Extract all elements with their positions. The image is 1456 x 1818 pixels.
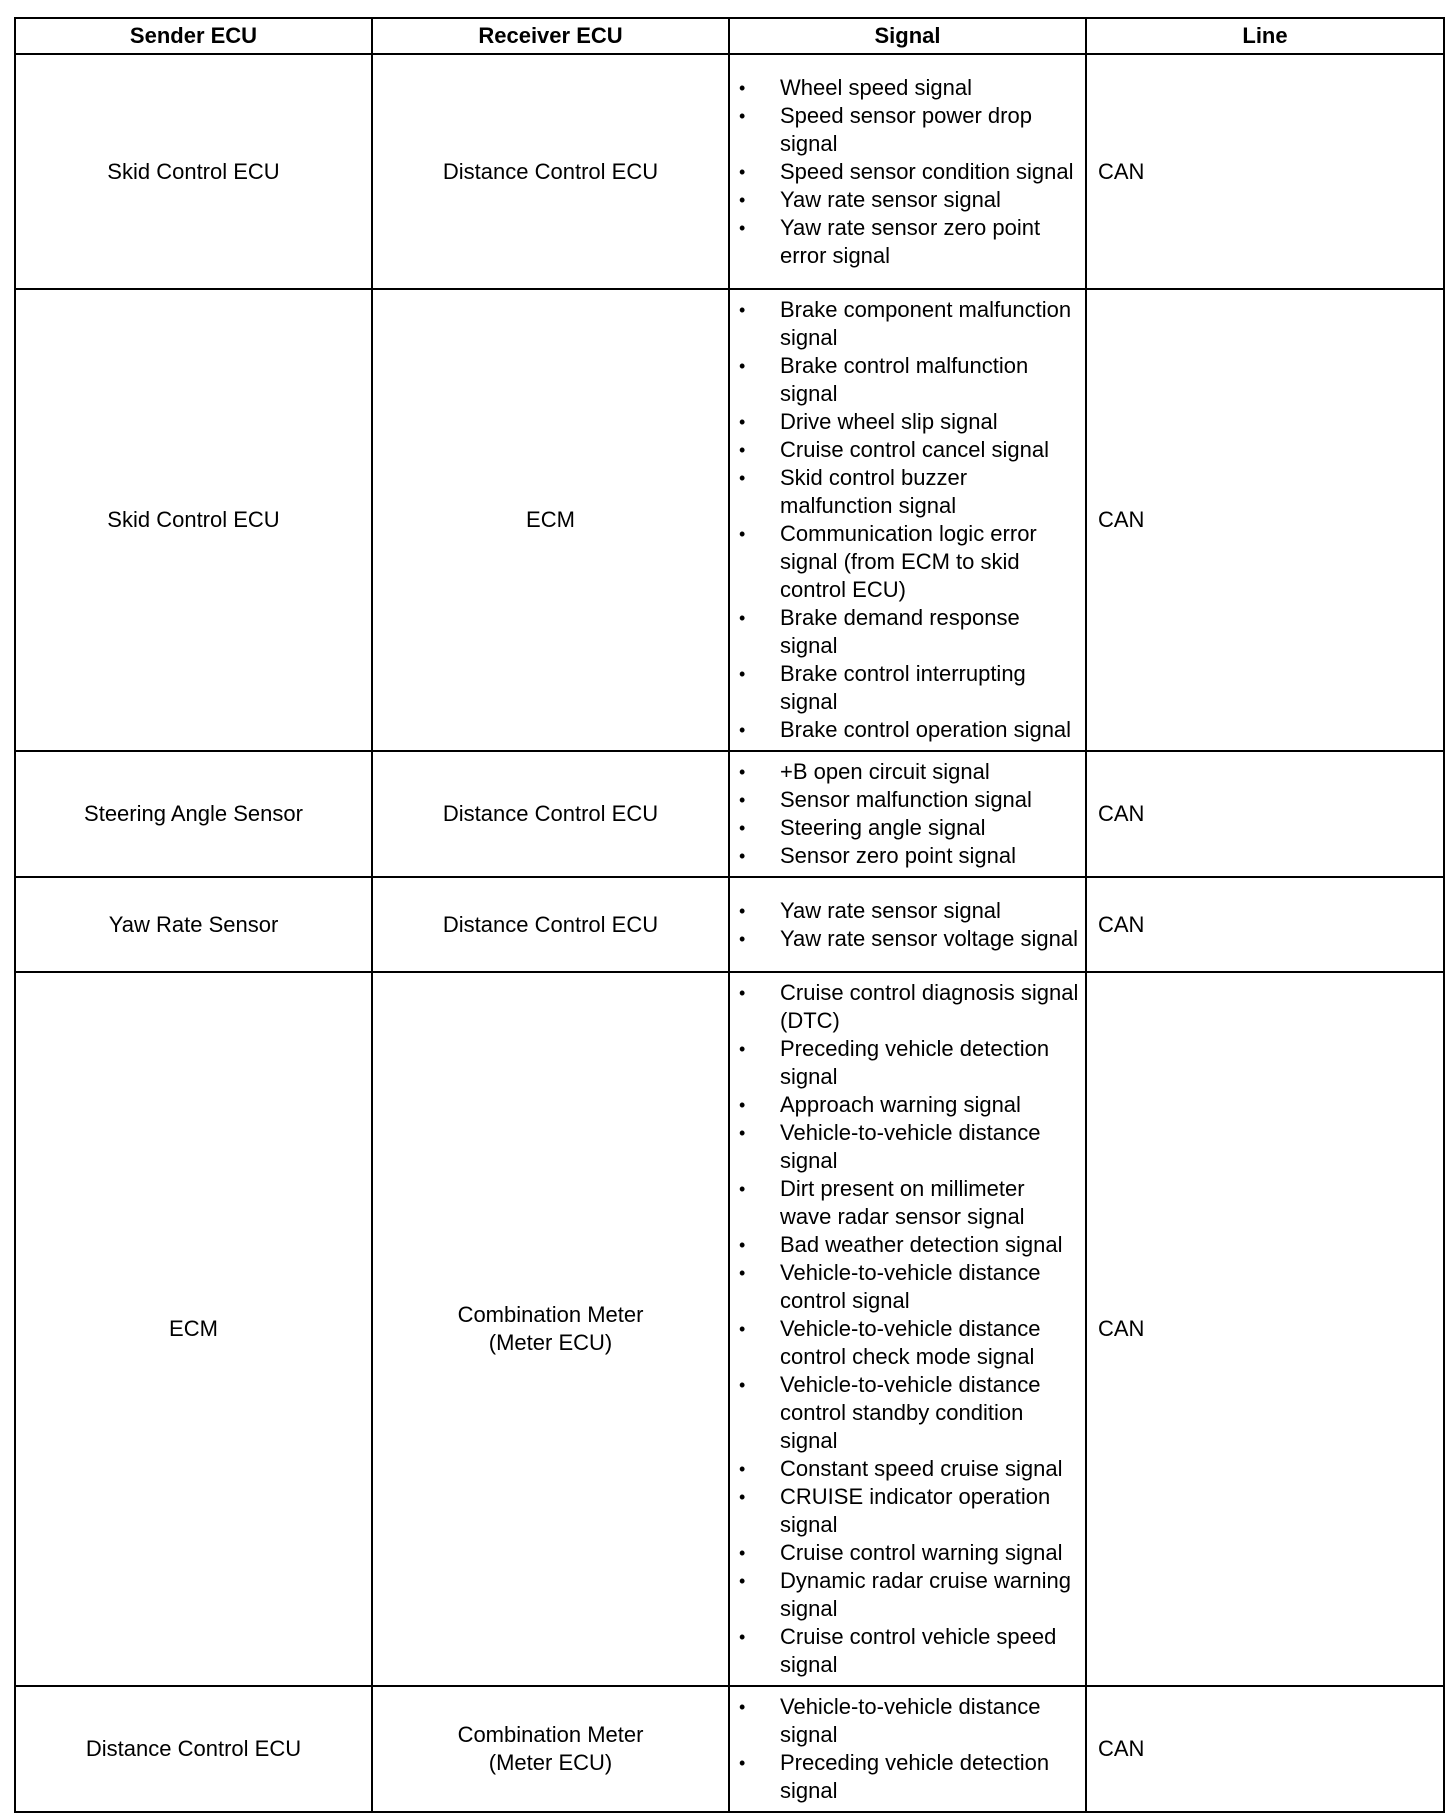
signal-item: • Yaw rate sensor voltage signal [730,925,1079,953]
line-cell: CAN [1086,751,1444,877]
line-cell: CAN [1086,877,1444,972]
sender-cell: Yaw Rate Sensor [15,877,372,972]
receiver-cell: Distance Control ECU [372,751,729,877]
signal-cell [729,972,1086,1686]
receiver-cell: Distance Control ECU [372,877,729,972]
signal-item: • Skid control buzzer malfunction signal [730,464,1079,520]
signal-item: • Steering angle signal [730,814,1079,842]
receiver-cell: Combination Meter (Meter ECU) [372,1686,729,1812]
signal-item: • Approach warning signal [730,1091,1079,1119]
header-sender: Sender ECU [15,18,372,54]
table-row [15,751,1444,877]
signal-table [14,17,1445,1813]
signal-item: • Brake demand response signal [730,604,1079,660]
signal-item: • Cruise control warning signal [730,1539,1079,1567]
line-cell: CAN [1086,1686,1444,1812]
signal-item: • Bad weather detection signal [730,1231,1079,1259]
signal-list [730,74,1079,270]
signal-item: • Brake control interrupting signal [730,660,1079,716]
sender-cell: Skid Control ECU [15,54,372,289]
signal-item: • CRUISE indicator operation signal [730,1483,1079,1539]
table-row [15,1686,1444,1812]
signal-item: • Vehicle-to-vehicle distance control check mode signal [730,1315,1079,1371]
header-line: Line [1086,18,1444,54]
table-row [15,972,1444,1686]
table-body [15,54,1444,1812]
header-row [15,18,1444,54]
signal-item: • Sensor malfunction signal [730,786,1079,814]
signal-item: • Cruise control cancel signal [730,436,1079,464]
signal-cell [729,877,1086,972]
signal-item: • Yaw rate sensor signal [730,897,1079,925]
line-cell: CAN [1086,972,1444,1686]
sender-cell: Distance Control ECU [15,1686,372,1812]
signal-item: • Sensor zero point signal [730,842,1079,870]
signal-list [730,296,1079,744]
signal-item: • Drive wheel slip signal [730,408,1079,436]
receiver-cell: ECM [372,289,729,751]
signal-item: • Dynamic radar cruise warning signal [730,1567,1079,1623]
signal-item: • +B open circuit signal [730,758,1079,786]
signal-item: • Speed sensor power drop signal [730,102,1079,158]
signal-item: • Constant speed cruise signal [730,1455,1079,1483]
signal-item: • Vehicle-to-vehicle distance control standby condition signal [730,1371,1079,1455]
signal-item: • Vehicle-to-vehicle distance control signal [730,1259,1079,1315]
header-signal: Signal [729,18,1086,54]
signal-item: • Speed sensor condition signal [730,158,1079,186]
table-row [15,877,1444,972]
signal-item: • Yaw rate sensor signal [730,186,1079,214]
sender-cell: ECM [15,972,372,1686]
signal-item: • Yaw rate sensor zero point error signal [730,214,1079,270]
signal-item: • Wheel speed signal [730,74,1079,102]
signal-item: • Preceding vehicle detection signal [730,1749,1079,1805]
sender-cell: Skid Control ECU [15,289,372,751]
table-row [15,54,1444,289]
signal-item: • Cruise control diagnosis signal (DTC) [730,979,1079,1035]
header-receiver: Receiver ECU [372,18,729,54]
receiver-cell: Distance Control ECU [372,54,729,289]
signal-list [730,758,1079,870]
signal-cell [729,54,1086,289]
signal-item: • Brake control operation signal [730,716,1079,744]
signal-item: • Brake component malfunction signal [730,296,1079,352]
signal-list [730,897,1079,953]
line-cell: CAN [1086,54,1444,289]
receiver-cell: Combination Meter (Meter ECU) [372,972,729,1686]
signal-item: • Vehicle-to-vehicle distance signal [730,1693,1079,1749]
table-row [15,289,1444,751]
sender-cell: Steering Angle Sensor [15,751,372,877]
signal-item: • Vehicle-to-vehicle distance signal [730,1119,1079,1175]
signal-item: • Preceding vehicle detection signal [730,1035,1079,1091]
signal-item: • Cruise control vehicle speed signal [730,1623,1079,1679]
signal-item: • Brake control malfunction signal [730,352,1079,408]
line-cell: CAN [1086,289,1444,751]
signal-list [730,1693,1079,1805]
signal-cell [729,289,1086,751]
signal-cell [729,1686,1086,1812]
signal-list [730,979,1079,1679]
signal-item: • Communication logic error signal (from ECM to skid control ECU) [730,520,1079,604]
signal-item: • Dirt present on millimeter wave radar sensor signal [730,1175,1079,1231]
signal-cell [729,751,1086,877]
